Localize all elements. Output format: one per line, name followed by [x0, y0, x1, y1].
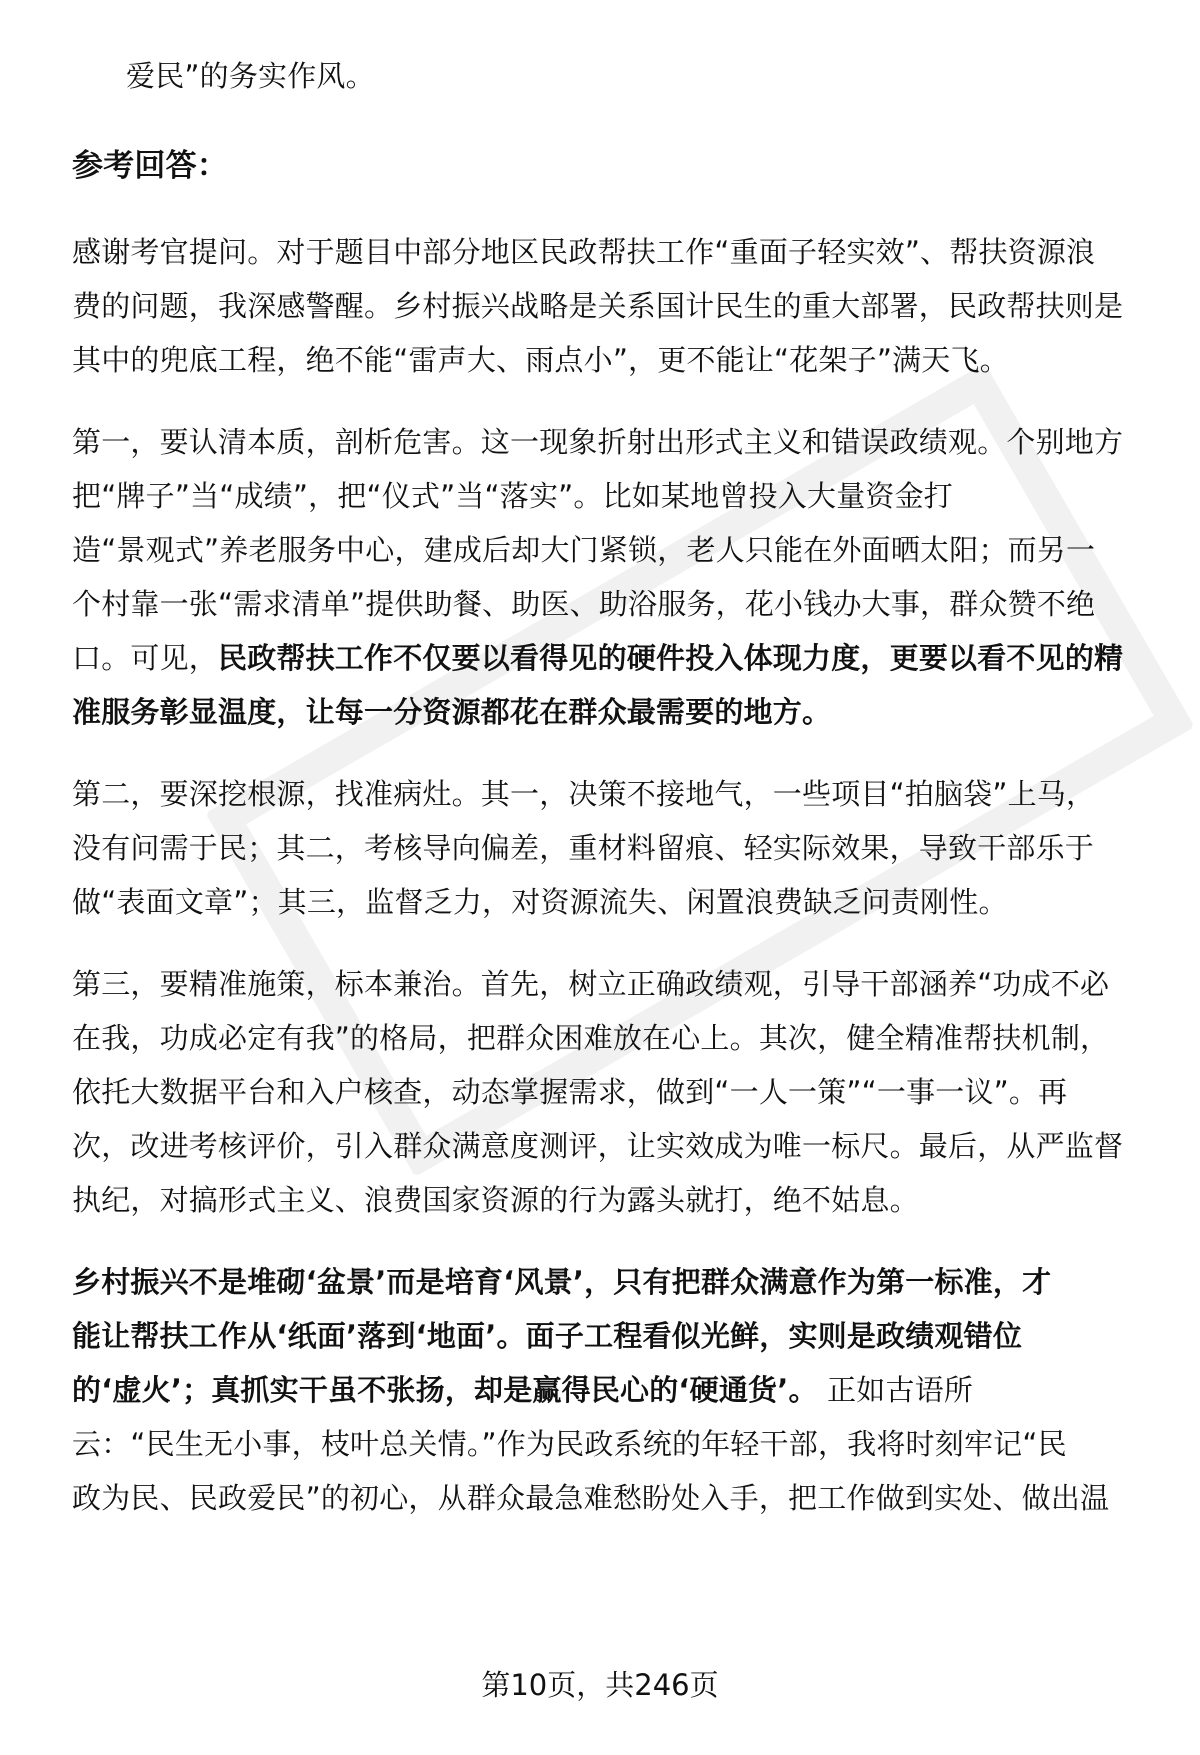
paragraph-line: 其中的兜底工程，绝不能“雷声大、雨点小”，更不能让“花架子”满天飞。	[72, 343, 1009, 377]
paragraph-line: 第三，要精准施策，标本兼治。首先，树立正确政绩观，引导干部涵养“功成不必	[72, 967, 1110, 1001]
page-number-footer: 第10页，共246页	[481, 1668, 719, 1702]
bold-text: 准服务彰显温度，让每一分资源都花在群众最需要的地方。	[72, 695, 832, 729]
paragraph-line: 次，改进考核评价，引入群众满意度测评，让实效成为唯一标尺。最后，从严监督	[72, 1129, 1124, 1163]
paragraph-line: 造“景观式”养老服务中心，建成后却大门紧锁，老人只能在外面晒太阳；而另一	[72, 533, 1096, 567]
paragraph-line: 把“牌子”当“成绩”，把“仪式”当“落实”。比如某地曾投入大量资金打	[72, 479, 953, 513]
section-heading: 参考回答：	[72, 148, 228, 184]
paragraph-line: 做“表面文章”；其三，监督乏力，对资源流失、闲置浪费缺乏问责刚性。	[72, 885, 1008, 919]
paragraph-line: 执纪，对搞形式主义、浪费国家资源的行为露头就打，绝不姑息。	[72, 1183, 919, 1217]
bold-text: 乡村振兴不是堆砌‘盆景’而是培育‘风景’，只有把群众满意作为第一标准，才	[72, 1265, 1052, 1299]
paragraph-line	[72, 692, 1152, 732]
normal-text: 正如古语所	[827, 1373, 974, 1407]
paragraph-line: 感谢考官提问。对于题目中部分地区民政帮扶工作“重面子轻实效”、帮扶资源浪	[72, 235, 1096, 269]
paragraph-line	[72, 1262, 1152, 1302]
paragraph-line: 个村靠一张“需求清单”提供助餐、助医、助浴服务，花小钱办大事，群众赞不绝	[72, 587, 1096, 621]
paragraph-line: 费的问题，我深感警醒。乡村振兴战略是关系国计民生的重大部署，民政帮扶则是	[72, 289, 1124, 323]
paragraph-line: 第一，要认清本质，剖析危害。这一现象折射出形式主义和错误政绩观。个别地方	[72, 425, 1124, 459]
paragraph-line: 没有问需于民；其二，考核导向偏差，重材料留痕、轻实际效果，导致干部乐于	[72, 831, 1095, 865]
normal-text: 口。可见，	[72, 641, 219, 675]
paragraph-line-mixed	[72, 638, 1152, 678]
bold-text: 民政帮扶工作不仅要以看得见的硬件投入体现力度，更要以看不见的精	[218, 641, 1124, 675]
paragraph-line: 依托大数据平台和入户核查，动态掌握需求，做到“一人一策”“一事一议”。再	[72, 1075, 1068, 1109]
paragraph-line: 第二，要深挖根源，找准病灶。其一，决策不接地气，一些项目“拍脑袋”上马，	[72, 777, 1096, 811]
paragraph-line: 云：“民生无小事，枝叶总关情。”作为民政系统的年轻干部，我将时刻牢记“民	[72, 1427, 1067, 1461]
top-line: 爱民”的务实作风。	[126, 59, 375, 93]
paragraph-line: 在我，功成必定有我”的格局，把群众困难放在心上。其次，健全精准帮扶机制，	[72, 1021, 1110, 1055]
bold-text: 能让帮扶工作从‘纸面’落到‘地面’。面子工程看似光鲜，实则是政绩观错位	[72, 1319, 1023, 1353]
paragraph-line: 政为民、民政爱民”的初心，从群众最急难愁盼处入手，把工作做到实处、做出温	[72, 1481, 1110, 1515]
paragraph-line-mixed	[72, 1370, 1152, 1410]
paragraph-line	[72, 1316, 1152, 1356]
bold-text: 的‘虚火’；真抓实干虽不张扬，却是赢得民心的‘硬通货’。	[72, 1373, 818, 1407]
